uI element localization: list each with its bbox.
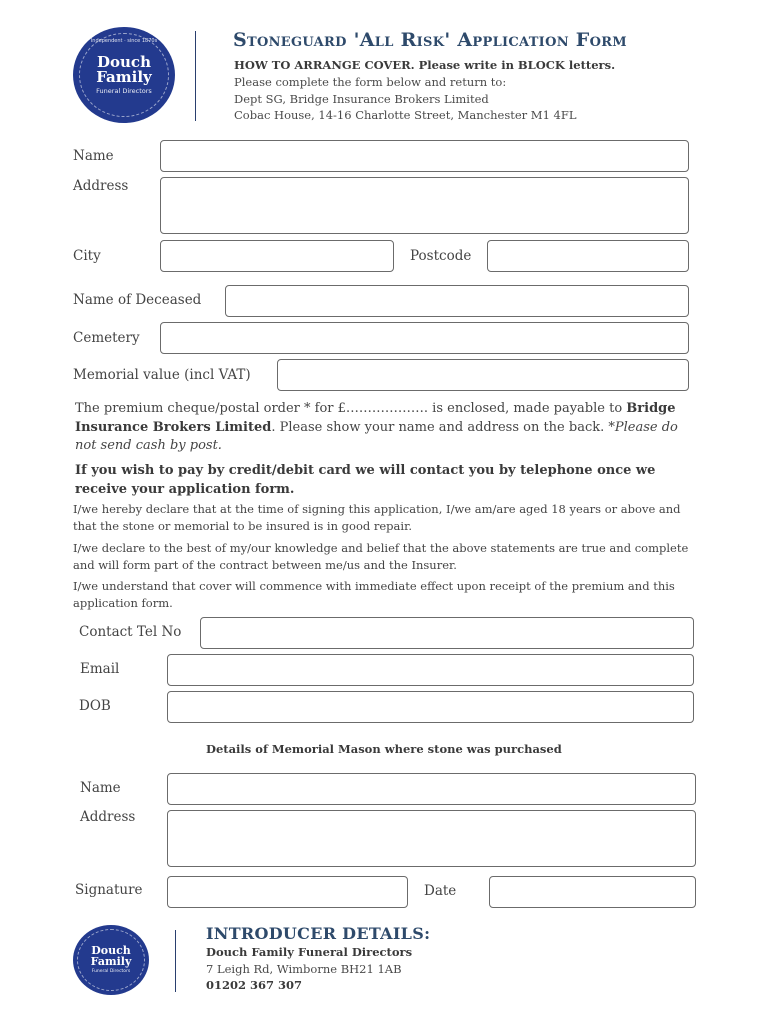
city-input[interactable] (160, 240, 394, 272)
memorial-value-label: Memorial value (incl VAT) (73, 367, 251, 383)
deceased-input[interactable] (225, 285, 689, 317)
introducer-phone: 01202 367 307 (206, 978, 303, 992)
tel-input[interactable] (200, 617, 694, 649)
return-address-line2: Cobac House, 14-16 Charlotte Street, Manchester M1 4FL (234, 108, 577, 122)
footer-logo-sub: Funeral Directors (91, 969, 131, 974)
footer-logo-line2: Family (90, 955, 132, 968)
instructions-line: Please complete the form below and return to: (234, 75, 507, 89)
declaration-1: I/we hereby declare that at the time of signing this application, I/we am/are aged 18 years or above and that the stone or memorial to be insured is in good repair. (73, 502, 681, 533)
card-payment-note: If you wish to pay by credit/debit card we will contact you by telephone once we receive your application form. (75, 463, 656, 497)
return-address-line1: Dept SG, Bridge Insurance Brokers Limited (234, 92, 489, 106)
mason-address-label: Address (80, 809, 136, 825)
address-label: Address (73, 178, 129, 194)
premium-text (75, 400, 690, 456)
address-input[interactable] (160, 177, 689, 234)
signature-input[interactable] (167, 876, 408, 908)
introducer-company: Douch Family Funeral Directors (206, 945, 413, 959)
mason-address-input[interactable] (167, 810, 696, 867)
logo-sub: Funeral Directors (96, 87, 152, 95)
date-label: Date (424, 883, 457, 899)
premium-payee: Bridge Insurance Brokers Limited (75, 401, 676, 435)
premium-cash-note: *Please do not send cash by post. (75, 419, 678, 453)
city-label: City (73, 248, 101, 264)
mason-name-label: Name (80, 780, 121, 796)
footer-divider (175, 930, 176, 992)
logo-line1: Douch (97, 53, 151, 71)
introducer-address: 7 Leigh Rd, Wimborne BH21 1AB (206, 962, 402, 976)
cemetery-input[interactable] (160, 322, 689, 354)
premium-text-c: . Please show your name and address on the back. (271, 419, 609, 435)
premium-text-a: The premium cheque/postal order * for £………………. is enclosed, made payable to (75, 401, 627, 416)
declaration-3: I/we understand that cover will commence with immediate effect upon receipt of the premium and this application form. (73, 579, 675, 610)
cemetery-label: Cemetery (73, 330, 140, 346)
logo-ring-text: Independent · since 1870s (90, 38, 158, 44)
how-to-text: HOW TO ARRANGE COVER. Please write in BLOCK letters. (234, 58, 616, 72)
postcode-label: Postcode (410, 248, 472, 264)
top-logo (73, 27, 175, 123)
footer-logo (73, 925, 149, 995)
deceased-label: Name of Deceased (73, 292, 202, 308)
name-input[interactable] (160, 140, 689, 172)
introducer-heading: INTRODUCER DETAILS: (206, 924, 431, 943)
name-label: Name (73, 148, 114, 164)
signature-label: Signature (75, 882, 143, 898)
mason-name-input[interactable] (167, 773, 696, 805)
email-input[interactable] (167, 654, 694, 686)
memorial-value-input[interactable] (277, 359, 689, 391)
declaration-2: I/we declare to the best of my/our knowledge and belief that the above statements are true and complete and will form part of the contract between me/us and the Insurer. (73, 541, 689, 572)
logo-line2: Family (96, 68, 152, 86)
mason-heading: Details of Memorial Mason where stone was purchased (206, 742, 562, 756)
tel-label: Contact Tel No (79, 624, 182, 640)
header-divider (195, 31, 196, 121)
dob-input[interactable] (167, 691, 694, 723)
footer-logo-line1: Douch (91, 944, 131, 957)
dob-label: DOB (79, 698, 111, 714)
postcode-input[interactable] (487, 240, 689, 272)
email-label: Email (80, 661, 120, 677)
date-input[interactable] (489, 876, 696, 908)
form-title: Stoneguard 'All Risk' Application Form (233, 29, 627, 51)
